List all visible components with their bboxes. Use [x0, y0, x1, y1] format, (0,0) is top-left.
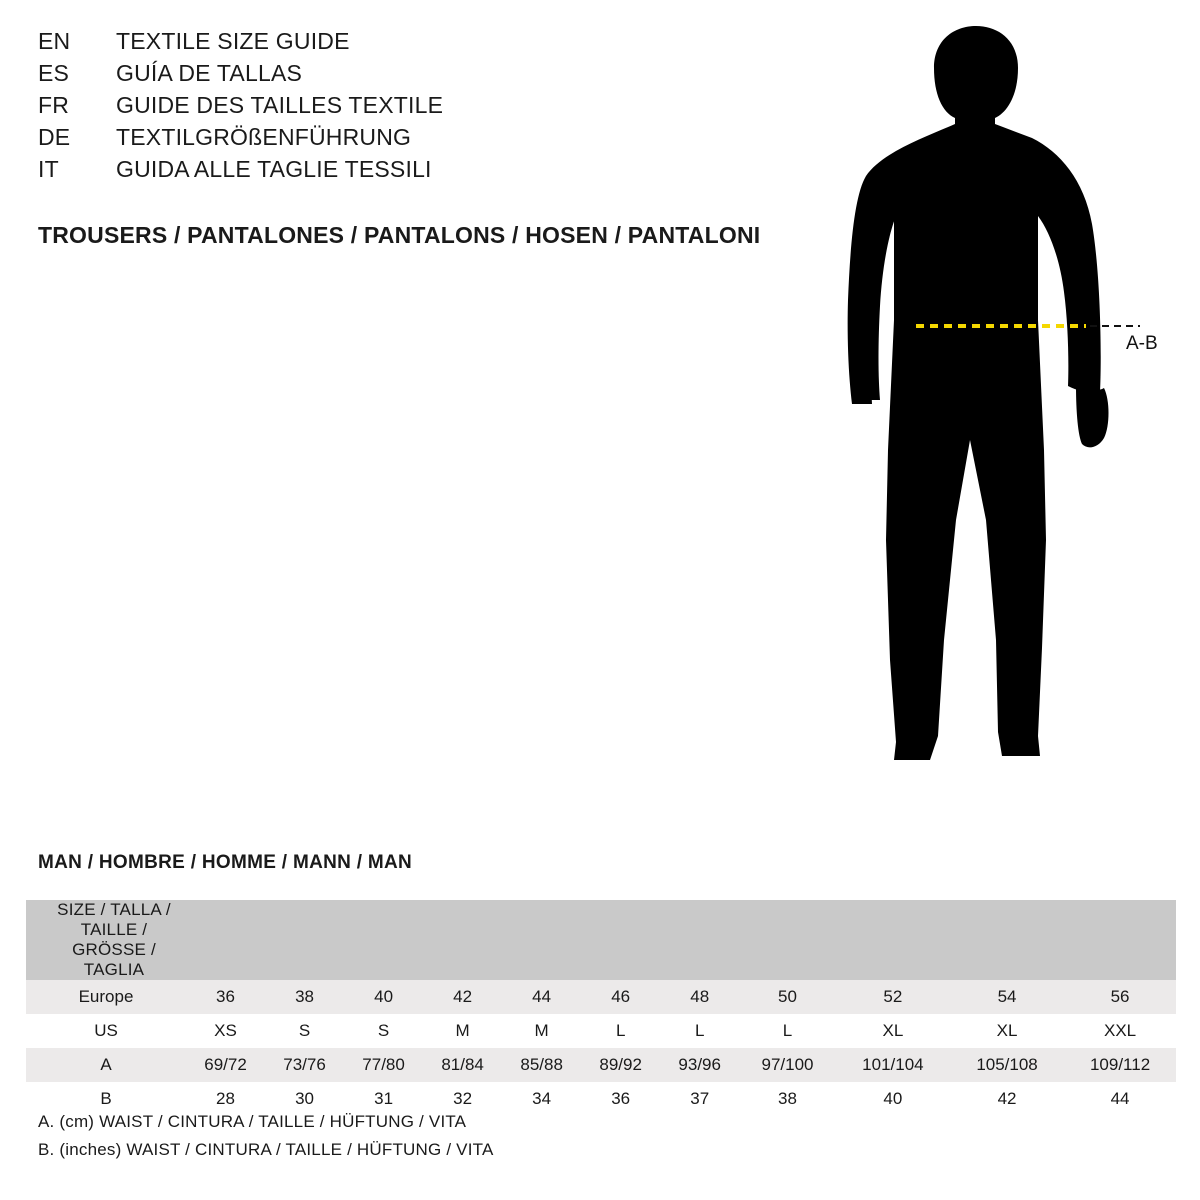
row-label: B — [26, 1082, 186, 1116]
table-header-spacer — [265, 900, 344, 980]
row-label: Europe — [26, 980, 186, 1014]
language-code: FR — [38, 92, 70, 118]
table-row — [26, 1048, 1176, 1082]
row-label: A — [26, 1048, 186, 1082]
table-cell: L — [581, 1014, 660, 1048]
table-cell: XL — [950, 1014, 1064, 1048]
table-cell: 37 — [660, 1082, 739, 1116]
table-cell: 28 — [186, 1082, 265, 1116]
table-section-title: MAN / HOMBRE / HOMME / MANN / MAN — [38, 852, 413, 873]
table-header-spacer — [950, 900, 1064, 980]
measure-label-ab: A-B — [1126, 333, 1158, 354]
table-header-spacer — [836, 900, 950, 980]
figure-illustration — [810, 20, 1190, 810]
table-header-spacer — [581, 900, 660, 980]
table-cell: S — [265, 1014, 344, 1048]
table-cell: 46 — [581, 980, 660, 1014]
language-code: DE — [38, 124, 71, 150]
language-text: TEXTILE SIZE GUIDE — [116, 28, 350, 54]
language-text: GUÍA DE TALLAS — [116, 60, 303, 86]
table-row — [26, 1014, 1176, 1048]
language-row — [38, 124, 818, 156]
man-silhouette-icon — [848, 26, 1109, 760]
footnote-a: A. (cm) WAIST / CINTURA / TAILLE / HÜFTUNG / VITA — [38, 1112, 467, 1131]
table-cell: 50 — [739, 980, 836, 1014]
table-cell: L — [660, 1014, 739, 1048]
table-header-spacer — [423, 900, 502, 980]
table-cell: 31 — [344, 1082, 423, 1116]
table-header-spacer — [739, 900, 836, 980]
table-cell: 48 — [660, 980, 739, 1014]
table-header-spacer — [344, 900, 423, 980]
table-cell: 105/108 — [950, 1048, 1064, 1082]
table-cell: L — [739, 1014, 836, 1048]
table-row — [26, 980, 1176, 1014]
language-row — [38, 92, 818, 124]
table-cell: 69/72 — [186, 1048, 265, 1082]
table-cell: 40 — [836, 1082, 950, 1116]
table-cell: 85/88 — [502, 1048, 581, 1082]
table-cell: XXL — [1064, 1014, 1176, 1048]
table-cell: S — [344, 1014, 423, 1048]
language-text: GUIDA ALLE TAGLIE TESSILI — [116, 156, 432, 182]
language-row — [38, 60, 818, 92]
footnote-b: B. (inches) WAIST / CINTURA / TAILLE / HÜFTUNG / VITA — [38, 1140, 494, 1159]
table-cell: 44 — [502, 980, 581, 1014]
table-header-label: SIZE / TALLA / TAILLE / GRÖSSE / TAGLIA — [26, 900, 186, 980]
table-cell: M — [423, 1014, 502, 1048]
table-cell: 36 — [581, 1082, 660, 1116]
footnotes-block — [38, 1108, 494, 1164]
table-cell: 81/84 — [423, 1048, 502, 1082]
table-cell: 38 — [265, 980, 344, 1014]
table-cell: 89/92 — [581, 1048, 660, 1082]
table-cell: 52 — [836, 980, 950, 1014]
language-text: TEXTILGRÖßENFÜHRUNG — [116, 124, 412, 150]
table-cell: XL — [836, 1014, 950, 1048]
table-header-spacer — [660, 900, 739, 980]
table-cell: 42 — [950, 1082, 1064, 1116]
table-cell: 42 — [423, 980, 502, 1014]
size-table — [26, 900, 1176, 1116]
language-text: GUIDE DES TAILLES TEXTILE — [116, 92, 444, 118]
table-cell: 109/112 — [1064, 1048, 1176, 1082]
table-cell: 101/104 — [836, 1048, 950, 1082]
table-header-spacer — [186, 900, 265, 980]
table-cell: 93/96 — [660, 1048, 739, 1082]
language-code: IT — [38, 156, 59, 182]
garment-type-title: TROUSERS / PANTALONES / PANTALONS / HOSEN / PANTALONI — [38, 222, 761, 248]
language-title-block — [38, 28, 818, 188]
table-cell: 44 — [1064, 1082, 1176, 1116]
table-cell: 56 — [1064, 980, 1176, 1014]
table-header-row — [26, 900, 1176, 980]
table-header-spacer — [1064, 900, 1176, 980]
language-row — [38, 28, 818, 60]
table-cell: 54 — [950, 980, 1064, 1014]
table-cell: M — [502, 1014, 581, 1048]
table-cell: 40 — [344, 980, 423, 1014]
table-cell: 77/80 — [344, 1048, 423, 1082]
table-cell: 32 — [423, 1082, 502, 1116]
table-cell: 34 — [502, 1082, 581, 1116]
table-header-spacer — [502, 900, 581, 980]
table-cell: 30 — [265, 1082, 344, 1116]
row-label: US — [26, 1014, 186, 1048]
table-cell: 36 — [186, 980, 265, 1014]
language-code: ES — [38, 60, 70, 86]
table-cell: XS — [186, 1014, 265, 1048]
table-cell: 97/100 — [739, 1048, 836, 1082]
table-cell: 38 — [739, 1082, 836, 1116]
table-cell: 73/76 — [265, 1048, 344, 1082]
language-row — [38, 156, 818, 188]
language-code: EN — [38, 28, 71, 54]
